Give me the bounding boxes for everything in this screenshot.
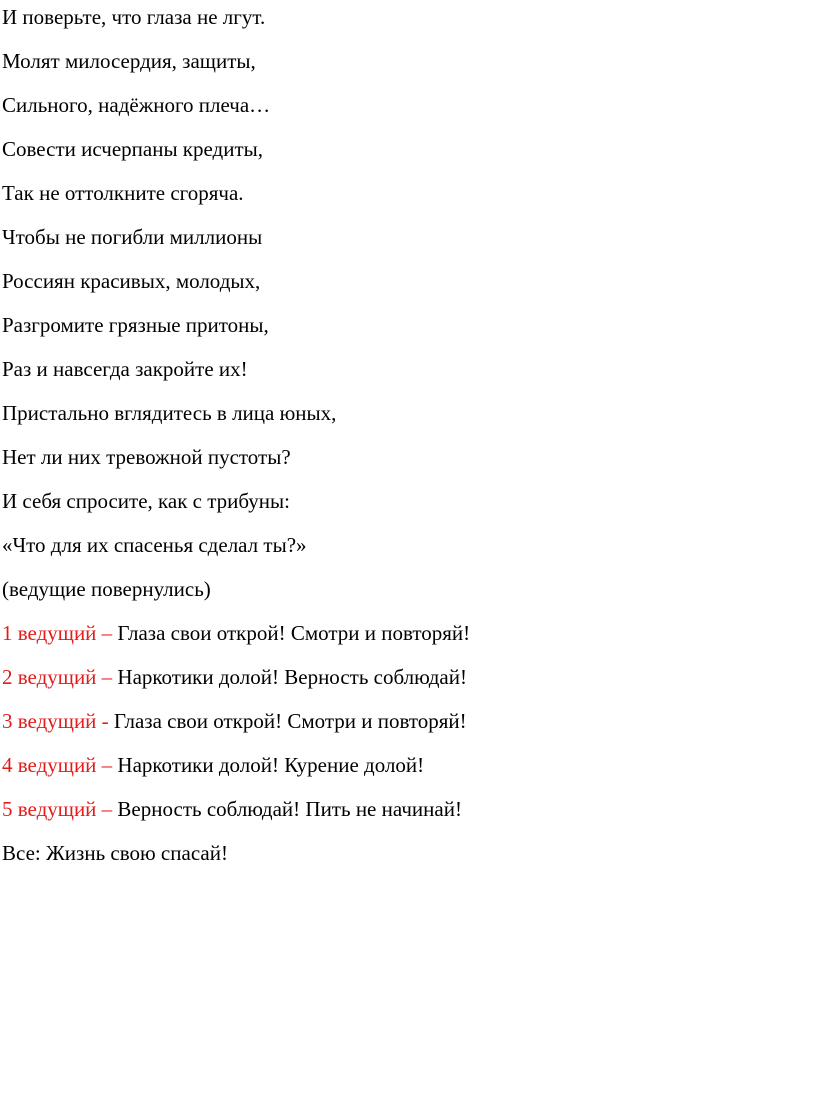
poem-line: Чтобы не погибли миллионы [2,225,263,249]
dialogue-line [2,699,802,743]
poem-line: И себя спросите, как с трибуны: [2,489,290,513]
dialogue-line [2,655,802,699]
document-body [2,0,802,875]
poem-line: Сильного, надёжного плеча… [2,93,271,117]
poem-line: Россиян красивых, молодых, [2,269,261,293]
dialogue-text: Верность соблюдай! Пить не начинай! [112,797,462,821]
dialogue-text: Наркотики долой! Верность соблюдай! [112,665,467,689]
poem-line: И поверьте, что глаза не лгут. [2,5,266,29]
poem-line: Молят милосердия, защиты, [2,49,256,73]
speaker-label: 2 ведущий – [2,665,113,689]
dialogue-text: Наркотики долой! Курение долой! [112,753,425,777]
poem-line: Совести исчерпаны кредиты, [2,137,264,161]
final-line: Все: Жизнь свою спасай! [2,841,228,865]
dialogue-line [2,787,802,831]
dialogue-line [2,611,802,655]
stage-direction: (ведущие повернулись) [2,577,211,601]
poem-line: Раз и навсегда закройте их! [2,357,248,381]
dialogue-line [2,743,802,787]
speaker-label: 4 ведущий – [2,753,113,777]
speaker-label: 5 ведущий – [2,797,113,821]
poem-line: «Что для их спасенья сделал ты?» [2,533,307,557]
poem-line: Пристально вглядитесь в лица юных, [2,401,337,425]
speaker-label: 3 ведущий - [2,709,109,733]
poem-line: Нет ли них тревожной пустоты? [2,445,291,469]
dialogue-text: Глаза свои открой! Смотри и повторяй! [108,709,467,733]
dialogue-text: Глаза свои открой! Смотри и повторяй! [112,621,471,645]
poem-line: Так не оттолкните сгоряча. [2,181,244,205]
poem-line: Разгромите грязные притоны, [2,313,269,337]
speaker-label: 1 ведущий – [2,621,113,645]
